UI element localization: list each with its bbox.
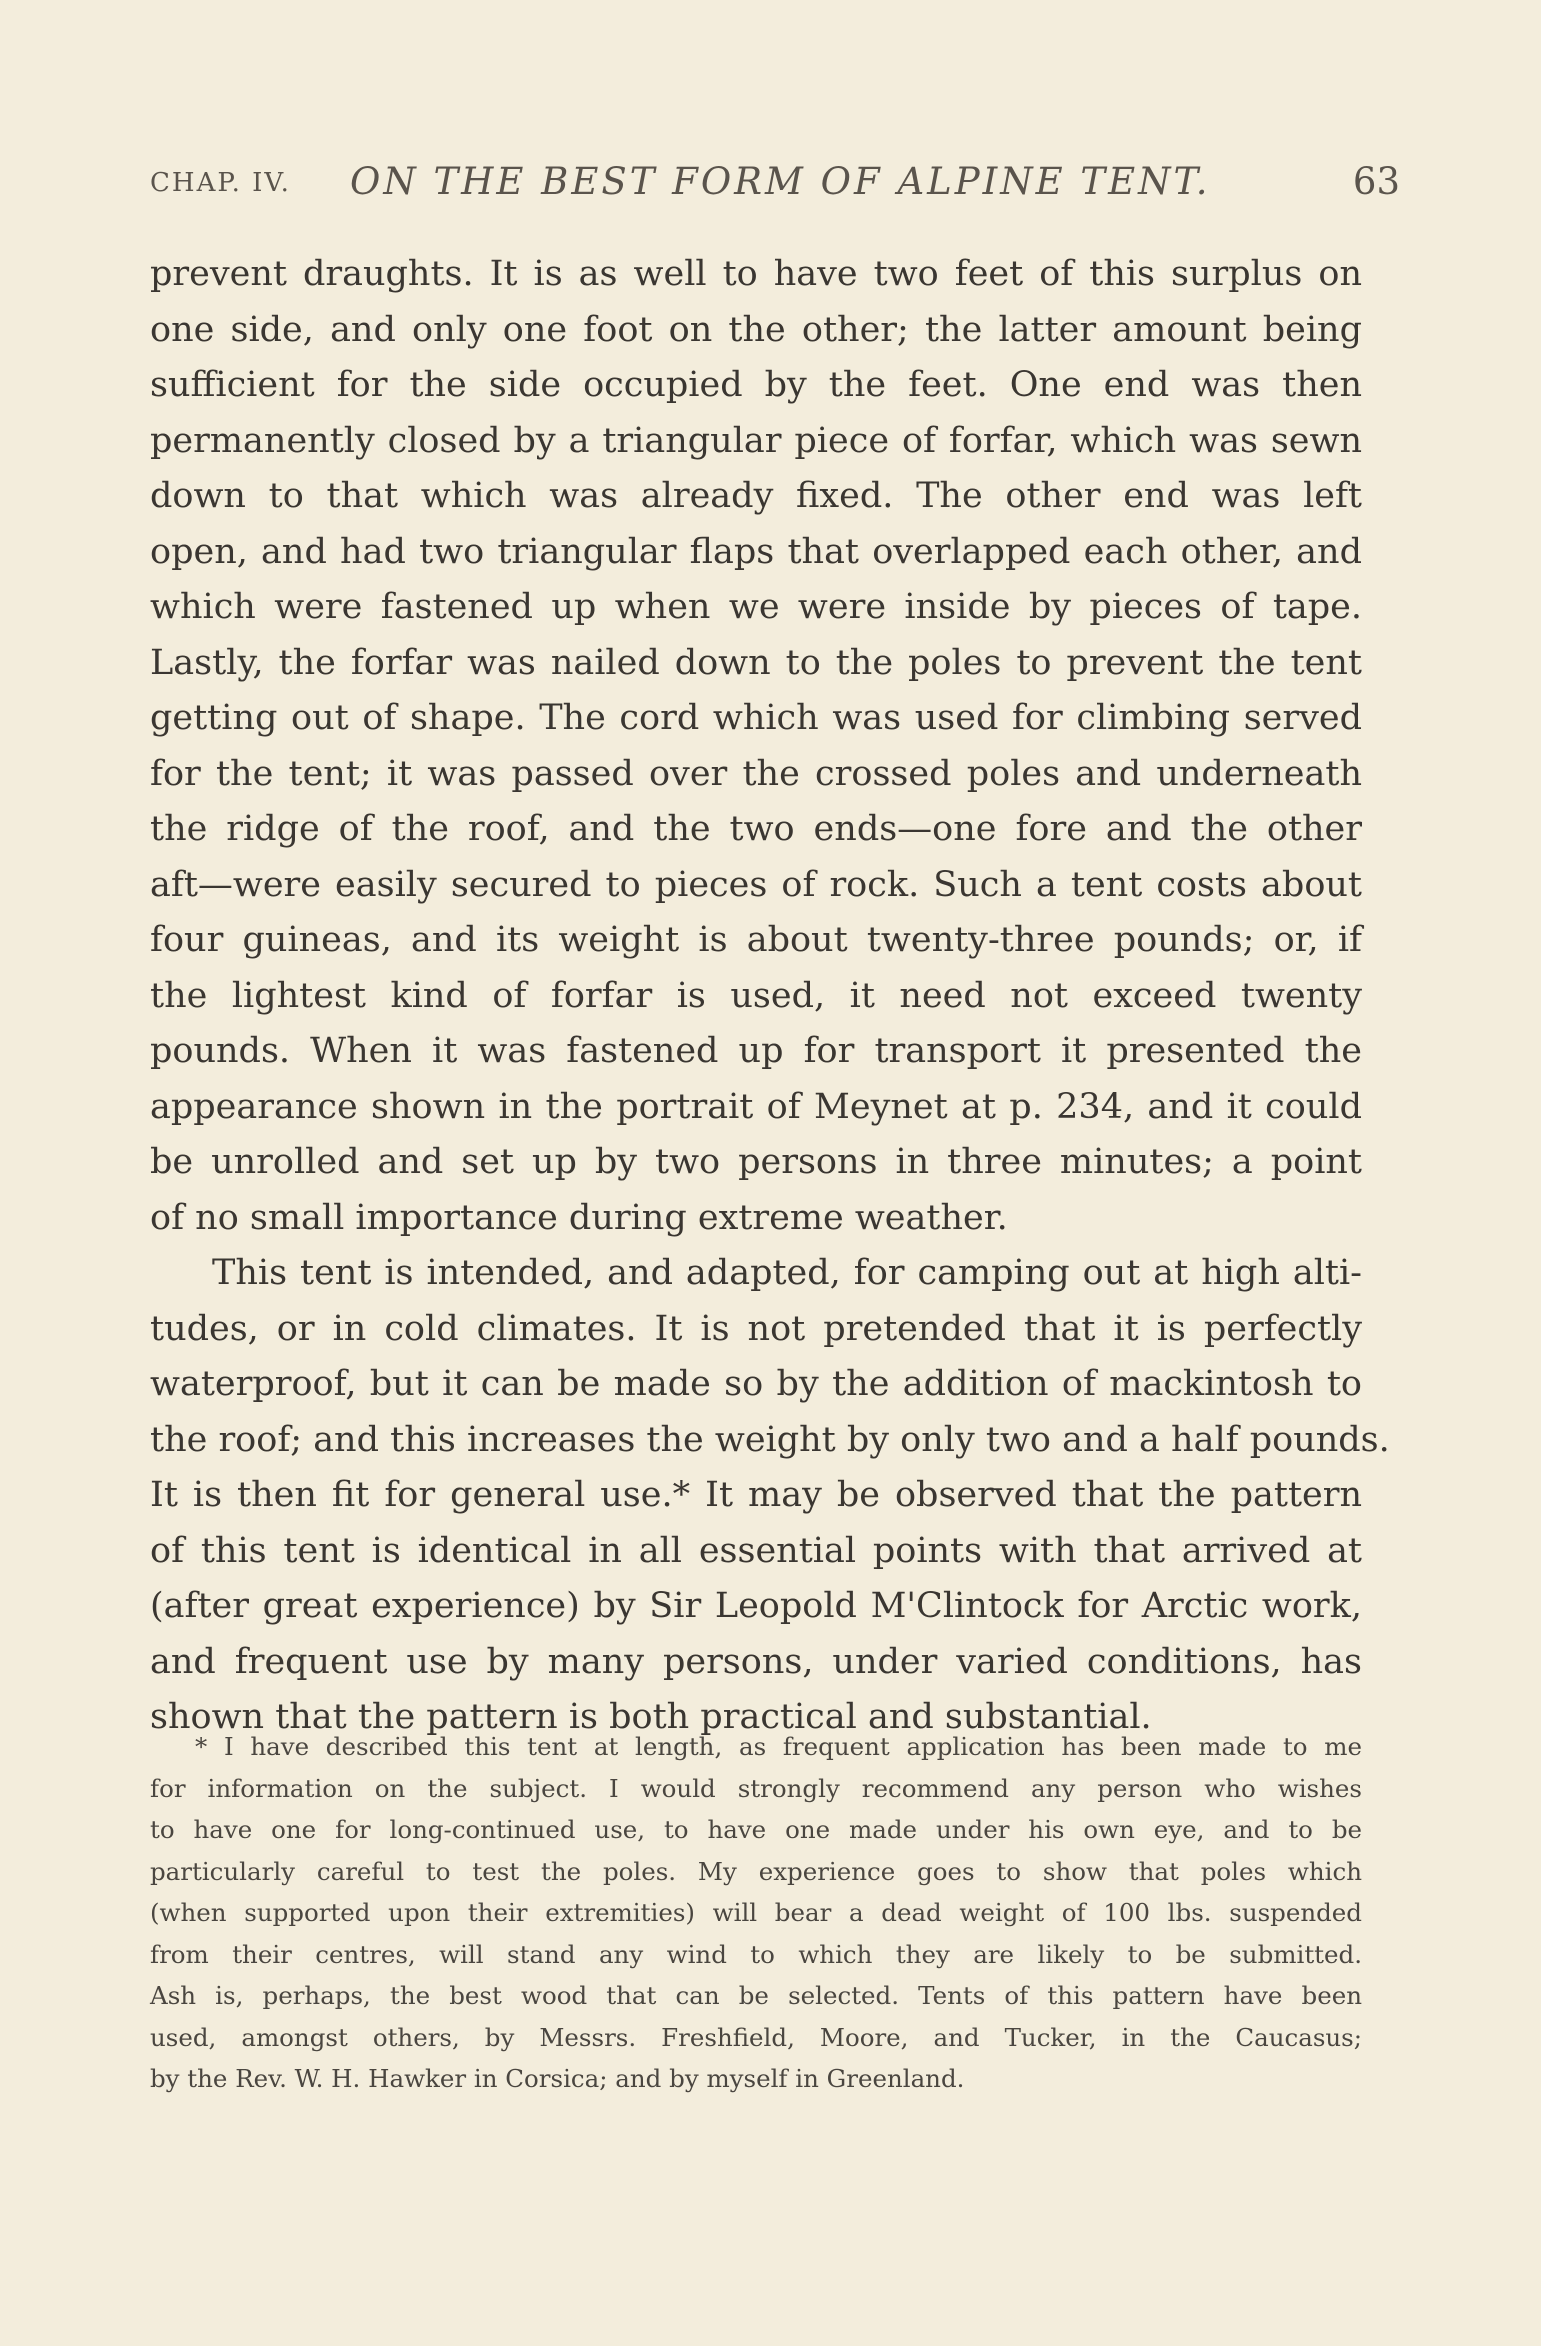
text-line: be unrolled and set up by two persons in three minutes; a point [150, 1142, 1362, 1182]
running-title: ON THE BEST FORM OF ALPINE TENT. [350, 160, 1211, 203]
text-line: waterproof, but it can be made so by the addition of mackintosh to [150, 1364, 1362, 1404]
footnote [150, 1726, 1362, 2100]
text-line: open, and had two triangular flaps that overlapped each other, and [150, 531, 1362, 572]
footnote-line: (when supported upon their extremities) will bear a dead weight of 100 lbs. suspended [150, 1898, 1362, 1927]
footnote-line: * I have described this tent at length, as frequent application has been made to me [195, 1732, 1362, 1761]
text-line: getting out of shape. The cord which was used for climbing served [150, 698, 1362, 738]
text-line: and frequent use by many persons, under varied conditions, has [150, 1641, 1362, 1682]
text-line: down to that which was already fixed. The other end was left [150, 476, 1362, 516]
text-line: the ridge of the roof, and the two ends—one fore and the other [150, 809, 1362, 849]
footnote-line: particularly careful to test the poles. My experience goes to show that poles which [150, 1856, 1362, 1886]
text-line: for the tent; it was passed over the crossed poles and underneath [150, 753, 1362, 794]
footnote-line: by the Rev. W. H. Hawker in Corsica; and by myself in Greenland. [150, 2064, 965, 2093]
footnote-line: from their centres, will stand any wind to which they are likely to be submitted. [150, 1939, 1362, 1969]
page-number: 63 [1352, 160, 1400, 203]
text-line: permanently closed by a triangular piece of forfar, which was sewn [150, 420, 1362, 461]
text-line: pounds. When it was fastened up for transport it presented the [150, 1031, 1362, 1071]
text-line: four guineas, and its weight is about twenty-three pounds; or, if [150, 920, 1362, 960]
text-line: Lastly, the forfar was nailed down to the poles to prevent the tent [150, 642, 1362, 683]
text-line: which were fastened up when we were inside by pieces of tape. [150, 587, 1362, 627]
body-text [150, 247, 1390, 1746]
chapter-label: CHAP. IV. [150, 168, 291, 198]
footnote-line: used, amongst others, by Messrs. Freshfield, Moore, and Tucker, in the Caucasus; [150, 2022, 1362, 2052]
text-line: It is then fit for general use.* It may be observed that the pattern [150, 1475, 1362, 1515]
footnote-line: to have one for long-continued use, to have one made under his own eye, and to be [150, 1815, 1362, 1844]
text-line: one side, and only one foot on the other; the latter amount being [150, 309, 1362, 350]
text-line: prevent draughts. It is as well to have two feet of this surplus on [150, 254, 1362, 294]
text-line: of this tent is identical in all essential points with that arrived at [150, 1530, 1362, 1571]
running-head [150, 160, 1400, 210]
text-line: tudes, or in cold climates. It is not pretended that it is perfectly [150, 1308, 1362, 1349]
text-line: the roof; and this increases the weight by only two and a half pounds. [150, 1419, 1390, 1460]
text-line: appearance shown in the portrait of Meynet at p. 234, and it could [150, 1086, 1362, 1127]
paragraph-end-line: of no small importance during extreme weather. [150, 1197, 1008, 1238]
paragraph-start-line: This tent is intended, and adapted, for camping out at high alti- [212, 1253, 1362, 1293]
footnote-line: for information on the subject. I would strongly recommend any person who wishes [150, 1773, 1362, 1803]
text-line: the lightest kind of forfar is used, it need not exceed twenty [150, 975, 1362, 1016]
paragraph-end-line: shown that the pattern is both practical and substantial. [150, 1697, 1152, 1737]
text-line: aft—were easily secured to pieces of rock. Such a tent costs about [150, 864, 1362, 905]
text-line: (after great experience) by Sir Leopold M'Clintock for Arctic work, [150, 1586, 1362, 1626]
footnote-line: Ash is, perhaps, the best wood that can be selected. Tents of this pattern have been [150, 1981, 1362, 2010]
text-line: sufficient for the side occupied by the feet. One end was then [150, 365, 1362, 405]
